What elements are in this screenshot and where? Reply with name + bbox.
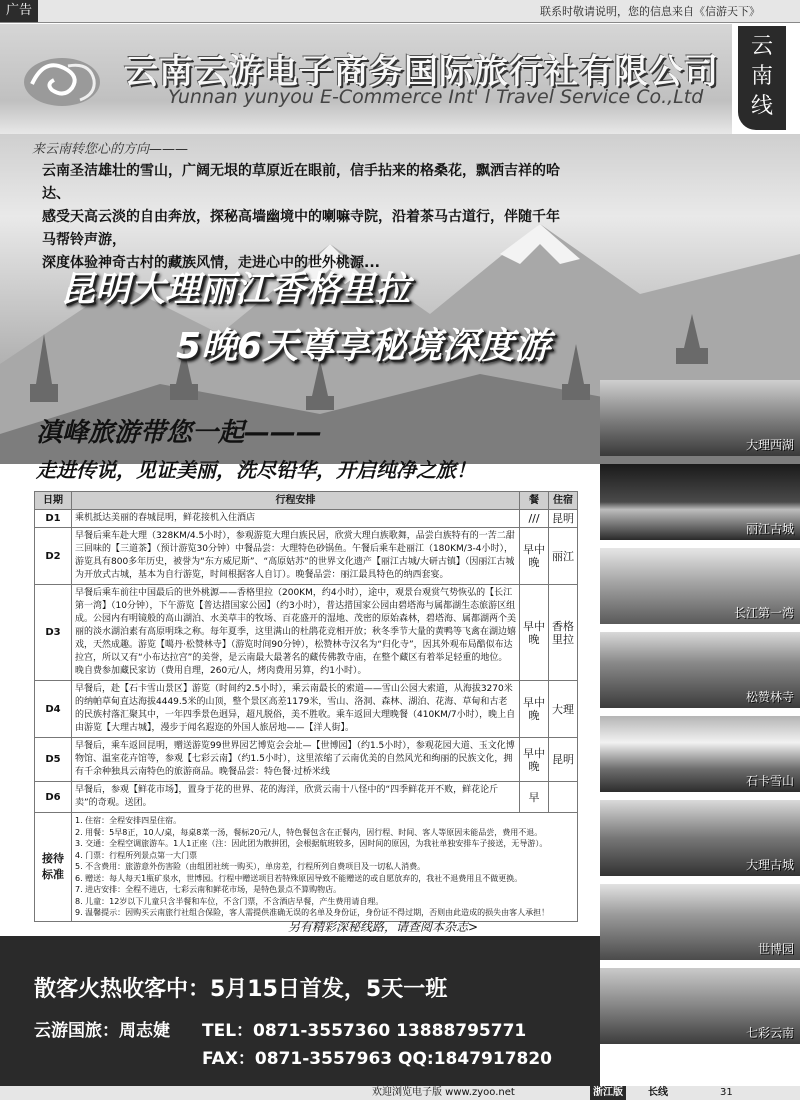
photo-strip <box>600 380 800 1080</box>
slogan-line2: 走进传说，见证美丽，洗尽铅华，开启纯净之旅！ <box>36 458 476 482</box>
note-item: 6. 赠送：每人每天1瓶矿泉水，世博园。行程中赠送项目若特殊原因导致不能赠送的或自愿放弃的，我社不退费用且不做更换。 <box>75 873 523 883</box>
footer-region: 浙江版 <box>590 1086 626 1100</box>
slogan-line1: 滇峰旅游带您一起——— <box>36 418 323 448</box>
photo-caption: 石卡雪山 <box>745 774 794 788</box>
footer-page-number: 31 <box>720 1087 733 1098</box>
photo-caption: 大理西湖 <box>745 438 794 452</box>
region-tab-char: 南 <box>750 64 773 89</box>
photo-caption: 世博园 <box>757 942 794 956</box>
photo-colorful-yunnan <box>600 968 800 1044</box>
photo-caption: 松赞林寺 <box>745 690 794 704</box>
row-meal: 早 <box>520 782 549 813</box>
banner-contact: 云游国旅：周志婕 <box>34 1021 170 1041</box>
row-day: D1 <box>35 510 72 528</box>
row-hotel: 丽江 <box>549 528 578 585</box>
ad-label: 广告 <box>0 0 38 22</box>
banner-fax: FAX：0871-3557963 QQ:1847917820 <box>202 1049 553 1069</box>
photo-caption: 丽江古城 <box>745 522 794 536</box>
row-day: D6 <box>35 782 72 813</box>
route-title-line1: 昆明大理丽江香格里拉 <box>60 270 411 310</box>
region-tab <box>738 26 786 130</box>
note-item: 5. 不含费用：旅游意外伤害险（由组团社统一购买），单房差，行程所列自费项目及一切私人消费。 <box>75 862 426 871</box>
note-item: 7. 进店安排：全程不进店，七彩云南和鲜花市场，是特色景点不算购物店。 <box>75 885 342 894</box>
itinerary-table <box>34 491 578 922</box>
package-note: 另有精彩深秘线路，请查阅本杂志> <box>288 920 479 934</box>
top-note: 联系时敬请说明，您的信息来自《信游天下》 <box>540 5 760 18</box>
row-meal: 早中晚 <box>520 585 549 681</box>
photo-shika-snow-mountain <box>600 716 800 792</box>
row-meal: 早中晚 <box>520 528 549 585</box>
region-tab-char: 线 <box>750 94 773 119</box>
intro-text <box>42 160 562 275</box>
photo-caption: 七彩云南 <box>745 1026 794 1040</box>
row-day: D5 <box>35 738 72 782</box>
table-row <box>35 528 578 585</box>
row-hotel: 昆明 <box>549 738 578 782</box>
row-plan: 早餐后乘车赴大理（328KM/4.5小时），参观游览大理白族民居，欣赏大理白族歌舞，品尝白族特有的一苦二甜三回味的【三道茶】（预计游览30分钟）中餐品尝：大理特色砂锅鱼。午餐后乘车赴丽江（180KM/3-4小时），游览具有800多年历史，被誉为“东方威尼斯”、“高原姑苏”的世界文化遗产【丽江古城/大研古镇】（因丽江古城为开放式古城，基本为自行游览，时间根据客人自订）。晚餐品尝：丽江最具特色的纳西套宴。 <box>72 528 520 585</box>
notes-label: 接待标准 <box>35 813 72 922</box>
notes-row <box>35 813 578 922</box>
table-row <box>35 681 578 738</box>
row-plan: 早餐后，参观【鲜花市场】，置身于花的世界、花的海洋，欣赏云南十八怪中的“四季鲜花开不败，鲜花论斤卖”的奇观。送团。 <box>72 782 520 813</box>
photo-songzanlin-temple <box>600 632 800 708</box>
route-title-line2: 5晚6天尊享秘境深度游 <box>176 326 551 367</box>
company-name-en: Yunnan yunyou E-Commerce Int' l Travel Service Co.,Ltd <box>168 86 704 108</box>
row-meal: 早中晚 <box>520 738 549 782</box>
note-item: 1. 住宿：全程安排四星住宿。 <box>75 816 182 825</box>
row-day: D4 <box>35 681 72 738</box>
row-hotel <box>549 782 578 813</box>
banner-headline: 散客火热收客中：5月15日首发，5天一班 <box>34 977 448 1002</box>
footer-section: 长线 <box>648 1087 668 1098</box>
note-item: 4. 门票：行程所列景点第一大门票 <box>75 850 198 860</box>
header-hotel: 住宿 <box>549 492 578 510</box>
note-item: 9. 温馨提示：因购买云南旅行社组合保险，客人需提供准确无误的名单及身份证，身份证不得过期，否则由此造成的损失由客人承担！ <box>75 908 550 917</box>
header-day: 日期 <box>35 492 72 510</box>
region-tab-char: 云 <box>750 34 773 59</box>
photo-yangtze-first-bend <box>600 548 800 624</box>
company-logo-icon <box>18 44 106 112</box>
row-hotel: 香格里拉 <box>549 585 578 681</box>
photo-caption: 长江第一湾 <box>733 606 794 620</box>
header-meal: 餐 <box>520 492 549 510</box>
banner-tel: TEL：0871-3557360 13888795771 <box>202 1021 527 1041</box>
intro-line: 云南圣洁雄壮的雪山，广阔无垠的草原近在眼前，信手拈来的格桑花，飘洒吉祥的哈达、 <box>42 163 560 202</box>
photo-expo-garden <box>600 884 800 960</box>
table-row <box>35 585 578 681</box>
row-meal: 早中晚 <box>520 681 549 738</box>
footer-bar <box>0 1086 800 1100</box>
photo-lijiang-old-town <box>600 464 800 540</box>
table-row <box>35 782 578 813</box>
row-meal: /// <box>520 510 549 528</box>
intro-line: 感受天高云淡的自由奔放，探秘高墙幽境中的喇嘛寺院，沿着茶马古道行，伴随千年马帮铃声游， <box>42 209 560 248</box>
footer-site: 欢迎浏览电子版 www.zyoo.net <box>372 1087 515 1098</box>
table-header-row <box>35 492 578 510</box>
intro-line: 深度体验神奇古村的藏族风情，走进心中的世外桃源... <box>42 255 380 271</box>
header-plan: 行程安排 <box>72 492 520 510</box>
row-day: D2 <box>35 528 72 585</box>
note-item: 8. 儿童：12岁以下儿童只含半餐和车位，不含门票，不含酒店早餐，产生费用请自理。 <box>75 896 384 906</box>
photo-caption: 大理古城 <box>745 858 794 872</box>
note-item: 3. 交通：全程空调旅游车。1人1正座（注：因此团为散拼团，会根据航班较多，因时间的原因，为我社单独安排车子接送，无导游）。 <box>75 839 548 848</box>
row-hotel: 大理 <box>549 681 578 738</box>
table-row <box>35 510 578 528</box>
notes-list <box>72 813 578 922</box>
company-name-cn: 云南云游电子商务国际旅行社有限公司 <box>124 52 719 92</box>
row-plan: 乘机抵达美丽的春城昆明，鲜花接机入住酒店 <box>72 510 520 528</box>
row-plan: 早餐后，赴【石卡雪山景区】游览（时间约2.5小时），乘云南最长的索道——雪山公园大索道，从海拔3270米的纳帕草甸直达海拔4449.5米的山顶，整个景区高差1179米，雪山、洛洞、森林、湖泊、花海、草甸和古老的民族村落汇聚其中，一年四季景色迥异，超凡脱俗，美不胜收。乘车返回大理晚餐（410KM/7小时），晚上自由游览【大理古城】，漫步于闻名遐迩的外国人旅居地——【洋人街】。 <box>72 681 520 738</box>
table-row <box>35 738 578 782</box>
row-plan: 早餐后，乘车返回昆明，赠送游览99世界园艺博览会会址—【世博园】（约1.5小时），参观花园大道、玉文化博物馆、温室花卉馆等，参观【七彩云南】（约1.5小时），这里浓缩了云南优美的自然风光和绚丽的民族文化，拥有千余种独具云南特色的旅游商品。晚餐品尝：特色餐·过桥米线 <box>72 738 520 782</box>
row-hotel: 昆明 <box>549 510 578 528</box>
row-plan: 早餐后乘车前往中国最后的世外桃源——香格里拉（200KM，约4小时），途中，观景台观赏气势恢弘的【长江第一湾】（10分钟），下午游览【普达措国家公园】（约3小时），普达措国家公园由碧塔海与属都湖生态旅游区组成。公园内有明镜般的高山湖泊、水美草丰的牧场、百花盛开的湿地、茂密的原始森林，碧塔海、属都湖两个美丽的淡水湖泊素有高原明珠之称。每年夏季，这里满山的杜鹃花竞相开放；秋冬季节大量的黄鸭等飞禽在湖边嬉戏，天然成趣。游览【噶丹·松赞林寺】（游览时间90分钟），松赞林寺汉名为“归化寺”，因其外观布局酷似布达拉宫，所以又有“小布达拉宫”的美誉，是云南最大最著名的藏传佛教寺庙，在整个藏区有着举足轻重的地位。晚自费参加藏民家访（费用自理，260元/人，烤肉费用另算，约1小时）。 <box>72 585 520 681</box>
photo-dali-old-town <box>600 800 800 876</box>
tagline: 来云南转您心的方向——— <box>32 142 189 157</box>
note-item: 2. 用餐：5早8正，10人/桌，每桌8菜一汤，餐标20元/人，特色餐包含在正餐内，因行程、时间、客人等原因未能品尝，费用不退。 <box>75 827 543 837</box>
photo-dali-west-lake <box>600 380 800 456</box>
row-day: D3 <box>35 585 72 681</box>
